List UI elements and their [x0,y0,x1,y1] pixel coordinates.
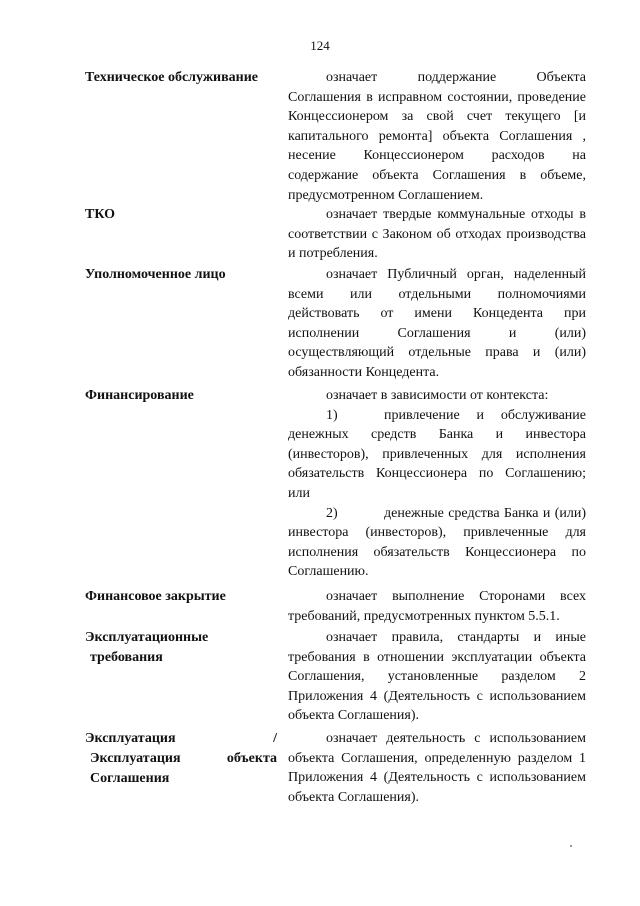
glossary-term-line: требования [90,650,163,665]
glossary-term-line: Эксплуатационные [85,630,209,645]
glossary-definition [288,587,586,626]
glossary-term: Техническое обслуживание [85,70,258,85]
definition-text: означает поддержание Объекта Соглашения в исправном состоянии, проведение Концессионером за свой счет текущего [и капитального ремонта] объекта Соглашения , несение Концессионером расходов на содержание объекта Соглашения в объеме, предусмотренном Соглашением. [288,70,586,203]
glossary-definition [288,628,586,726]
list-item-text: денежные средства Банка и (или) инвестора (инвесторов), привлеченные для исполнения обязательств Концессионера по Соглашению. [288,505,586,580]
glossary-term: Финансирование [85,388,194,403]
glossary-definition [288,265,586,383]
definition-text: означает твердые коммунальные отходы в соответствии с Законом об отходах производства и потребления. [288,207,586,262]
glossary-term [85,628,277,668]
definition-text: означает правила, стандарты и иные требования в отношении эксплуатации объекта Соглашения, установленные разделом 2 Приложения 4 (Деятельность с использованием объекта Соглашения). [288,630,586,724]
glossary-definition [288,729,586,807]
glossary-term: Уполномоченное лицо [85,267,226,282]
definition-text: означает деятельность с использованием объекта Соглашения, определенную разделом 1 Приложения 4 (Деятельность с использованием объекта Соглашения). [288,731,586,805]
glossary-term: Финансовое закрытие [85,589,226,604]
list-item [288,406,586,504]
glossary-term-line: Соглашения [90,771,170,786]
definition-text: означает в зависимости от контекста: [326,388,549,403]
glossary-term-line: Эксплуатация / [85,731,277,746]
glossary-term: ТКО [85,207,116,222]
definition-text: означает выполнение Сторонами всех требований, предусмотренных пунктом 5.5.1. [288,589,586,624]
glossary-term [85,729,277,789]
list-item-number: 2) [326,505,338,521]
list-item [288,504,586,582]
scan-speck [570,845,572,847]
definition-text: означает Публичный орган, наделенный всеми или отдельными полномочиями действовать от имени Концедента при исполнении Соглашения и (или) осуществляющий отдельные права и (или) обязанности Концедента. [288,267,586,380]
glossary-definition [288,205,586,264]
glossary-definition [288,68,586,205]
page-number: 124 [310,38,330,53]
glossary-term-line: Эксплуатация объекта [90,751,277,766]
list-item-text: привлечение и обслуживание денежных средств Банка и инвестора (инвесторов), привлеченных для исполнения обязательств Концессионера по Соглашению; или [288,407,586,501]
glossary-definition [288,386,586,582]
list-item-number: 1) [326,407,338,423]
